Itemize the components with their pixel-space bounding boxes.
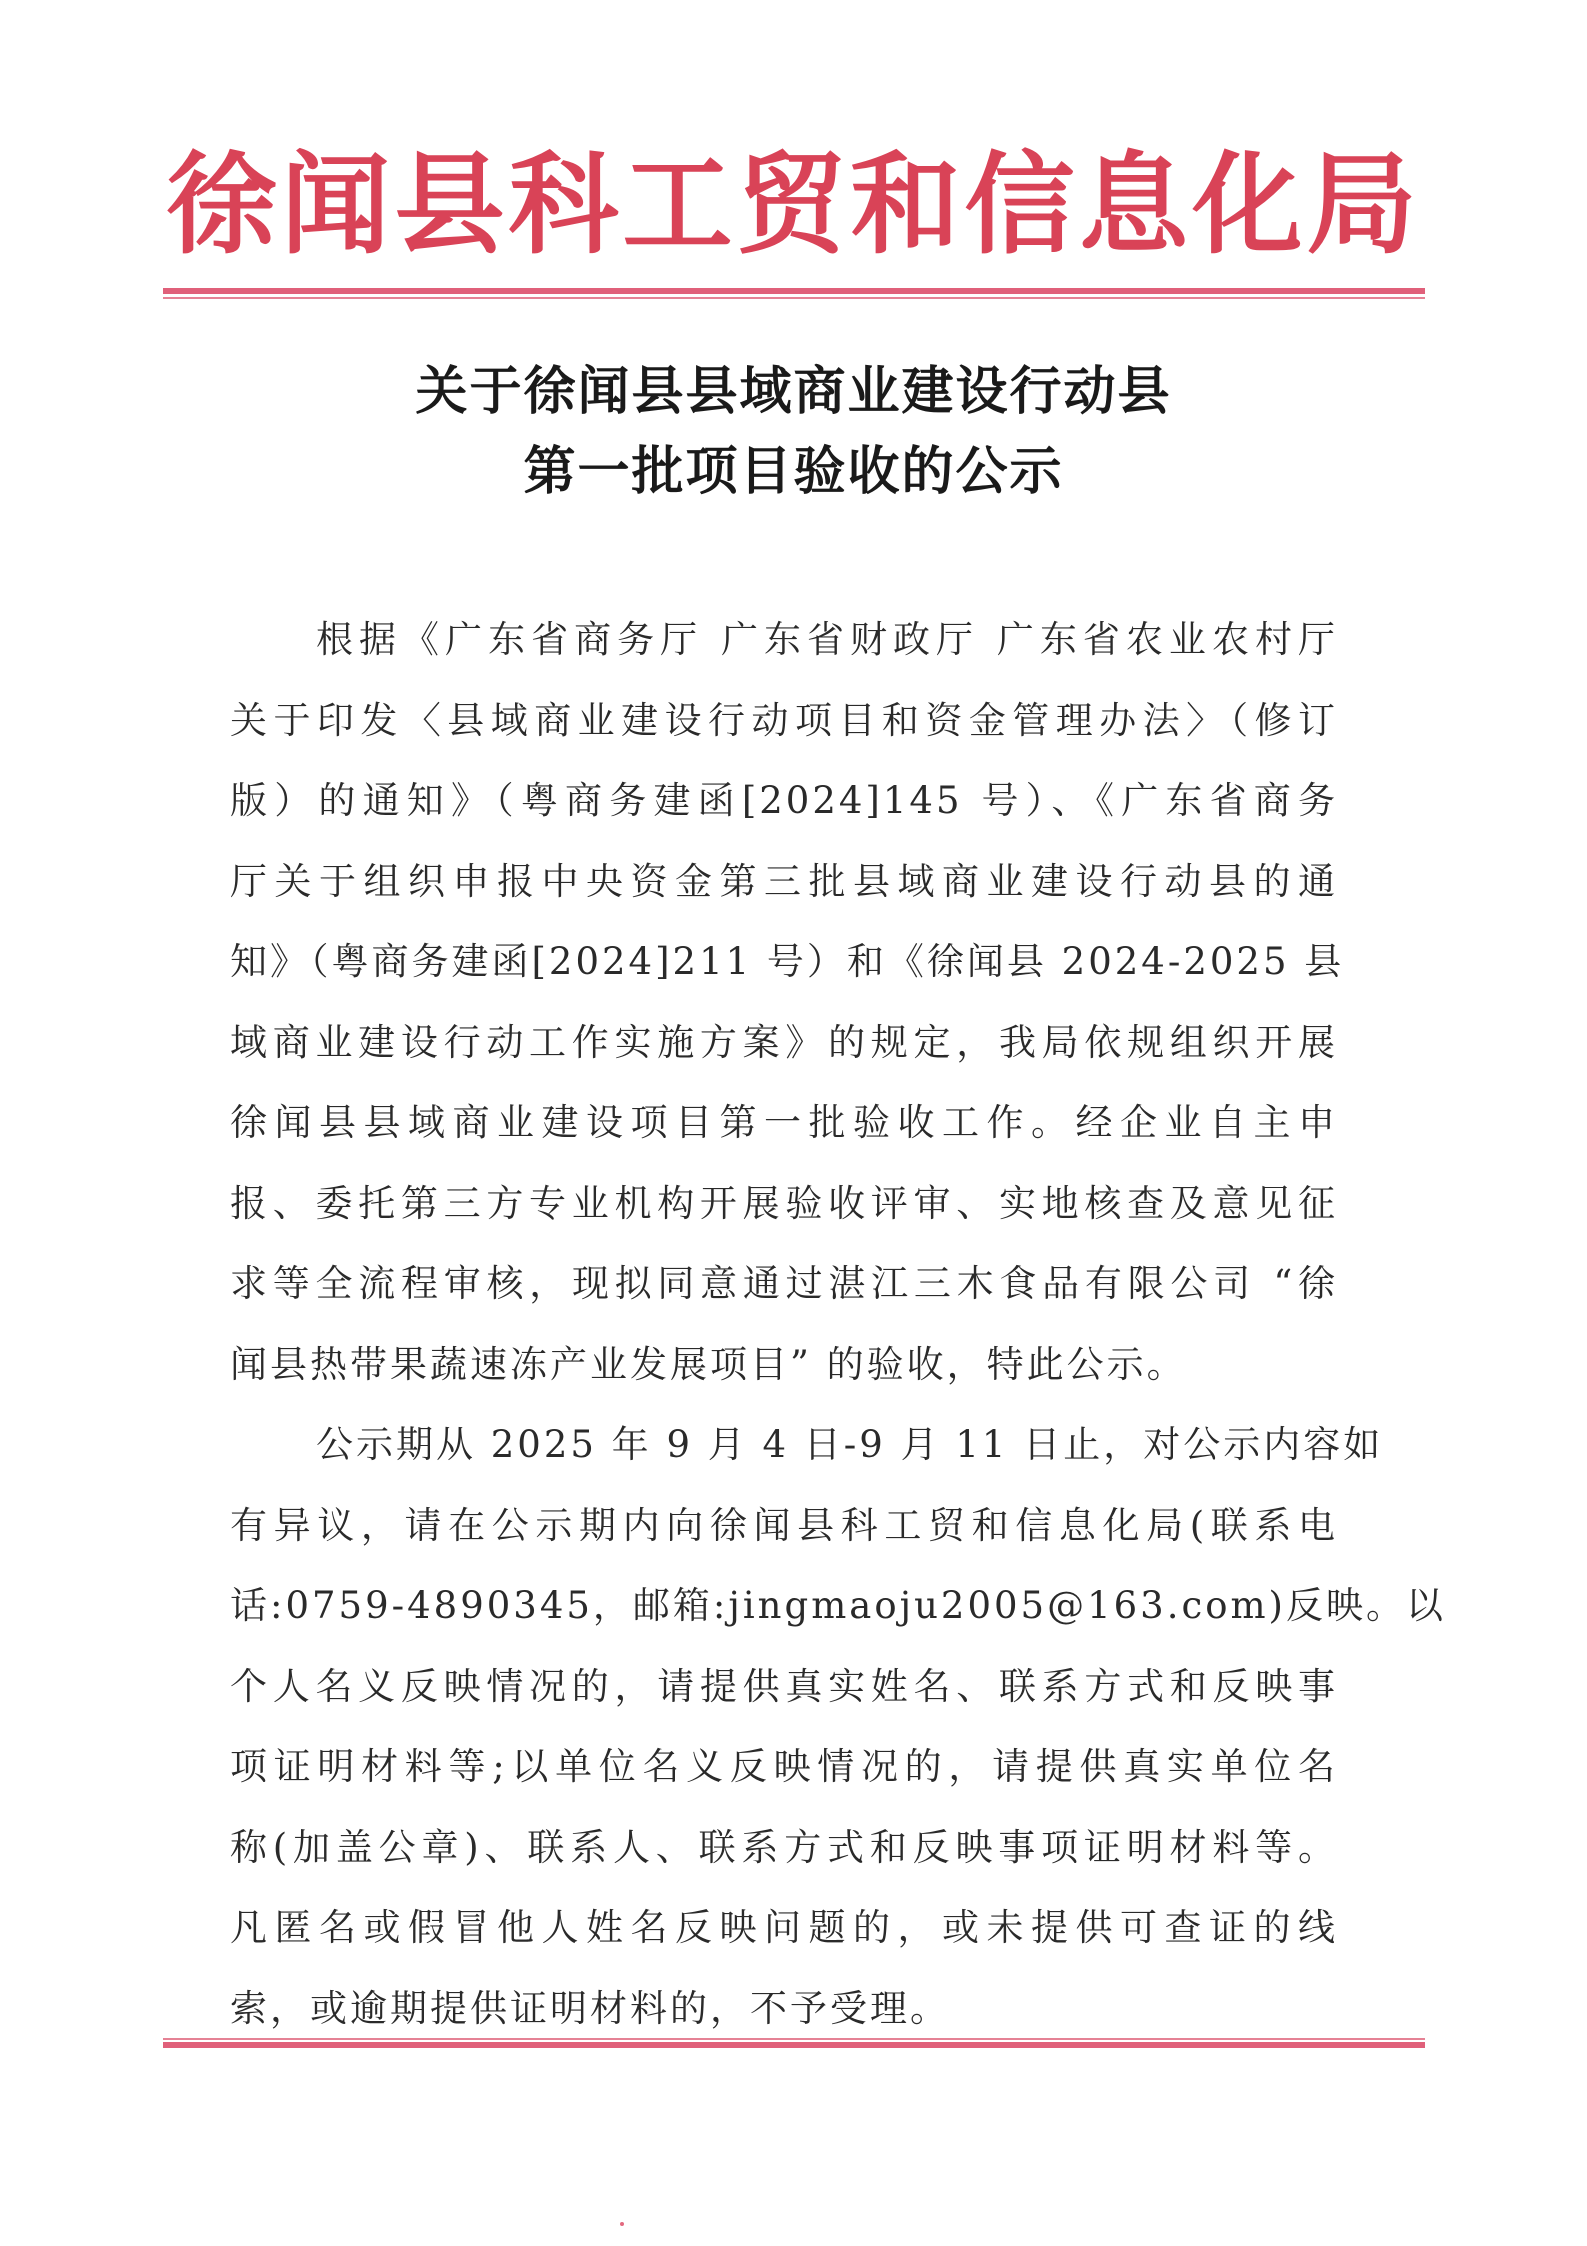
letterhead-org-name: 徐闻县科工贸和信息化局 [166, 140, 1421, 269]
paragraph-notice-period [230, 1405, 1446, 2049]
paragraph-line: 个人名义反映情况的，请提供真实姓名、联系方式和反映事 [230, 1664, 1338, 1708]
paragraph-line: 话:0759-4890345，邮箱:jingmaoju2005@163.com)反映。以 [230, 1584, 1446, 1627]
document-body [230, 600, 1446, 2049]
paragraph-line: 厅关于组织申报中央资金第三批县域商业建设行动县的通 [230, 859, 1338, 903]
paragraph-line: 关于印发〈县域商业建设行动项目和资金管理办法〉（修订 [230, 698, 1338, 742]
paragraph-line: 凡匿名或假冒他人姓名反映问题的，或未提供可查证的线 [230, 1906, 1338, 1949]
letterhead-red-rule [163, 288, 1425, 302]
paragraph-line: 有异议，请在公示期内向徐闻县科工贸和信息化局(联系电 [230, 1503, 1338, 1547]
paragraph-line: 徐闻县县域商业建设项目第一批验收工作。经企业自主申 [230, 1101, 1338, 1144]
document-title-line-2: 第一批项目验收的公示 [523, 442, 1064, 502]
paragraph-line: 版）的通知》（粤商务建函[2024]145 号）、《广东省商务 [230, 779, 1338, 822]
paragraph-line: 项证明材料等;以单位名义反映情况的，请提供真实单位名 [230, 1745, 1338, 1788]
document-title [0, 352, 1587, 512]
paragraph-line: 闻县热带果蔬速冻产业发展项目” 的验收，特此公示。 [230, 1342, 1187, 1386]
paragraph-line: 知》（粤商务建函[2024]211 号）和《徐闻县 2024-2025 县 [230, 940, 1345, 983]
paragraph-line: 根据《广东省商务厅 广东省财政厅 广东省农业农村厅 [316, 618, 1338, 661]
red-rule-thick-line [163, 288, 1425, 294]
red-rule-thick-line [163, 2042, 1425, 2048]
red-speck-mark [620, 2222, 624, 2226]
paragraph-line: 报、委托第三方专业机构开展验收评审、实地核查及意见征 [230, 1181, 1338, 1225]
footer-red-rule [163, 2038, 1425, 2052]
document-title-line-1: 关于徐闻县县域商业建设行动县 [415, 362, 1172, 422]
paragraph-line: 求等全流程审核，现拟同意通过湛江三木食品有限公司 “徐 [230, 1262, 1338, 1305]
paragraph-line: 称(加盖公章)、联系人、联系方式和反映事项证明材料等。 [230, 1825, 1338, 1869]
paragraph-basis [230, 600, 1345, 1405]
red-rule-thin-line [163, 297, 1425, 299]
red-rule-thin-line [163, 2038, 1425, 2040]
paragraph-line: 域商业建设行动工作实施方案》的规定，我局依规组织开展 [230, 1020, 1338, 1064]
paragraph-line: 公示期从 2025 年 9 月 4 日-9 月 11 日止，对公示内容如 [316, 1423, 1384, 1466]
paragraph-line: 索，或逾期提供证明材料的，不予受理。 [230, 1986, 950, 2030]
